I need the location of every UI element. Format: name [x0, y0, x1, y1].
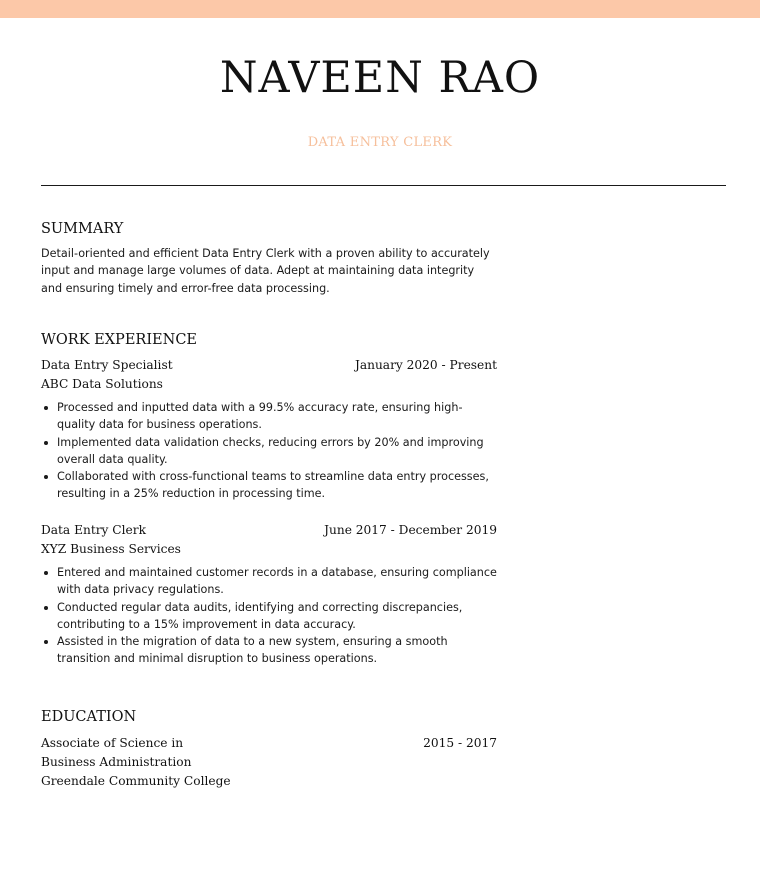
education-entry [41, 734, 497, 791]
bullet-item: Collaborated with cross-functional teams to streamline data entry processes, resulting in a 25% reduction in processing time. [57, 468, 497, 503]
top-accent-bar [0, 0, 760, 18]
job-entry [41, 356, 497, 503]
job-title-text: Data Entry Specialist [41, 358, 173, 372]
summary-heading: SUMMARY [41, 221, 124, 237]
education-years: 2015 - 2017 [423, 736, 497, 750]
job-entry [41, 521, 497, 668]
job-title-text: Data Entry Clerk [41, 523, 146, 537]
education-heading: EDUCATION [41, 709, 137, 725]
work-experience-heading: WORK EXPERIENCE [41, 332, 197, 348]
company-name: XYZ Business Services [41, 542, 181, 556]
degree-name: Associate of Science in Business Administration [41, 736, 192, 769]
bullet-item: Entered and maintained customer records in a database, ensuring compliance with data privacy regulations. [57, 564, 497, 599]
company-name: ABC Data Solutions [41, 377, 163, 391]
job-bullets [41, 399, 497, 503]
bullet-item: Processed and inputted data with a 99.5% accuracy rate, ensuring high-quality data for business operations. [57, 399, 497, 434]
job-dates: June 2017 - December 2019 [324, 523, 497, 537]
bullet-item: Conducted regular data audits, identifying and correcting discrepancies, contributing to a 15% improvement in data accuracy. [57, 599, 497, 634]
job-header [41, 521, 497, 540]
job-bullets [41, 564, 497, 668]
job-header [41, 356, 497, 375]
job-dates: January 2020 - Present [354, 358, 497, 372]
bullet-item: Assisted in the migration of data to a new system, ensuring a smooth transition and minimal disruption to business operations. [57, 633, 497, 668]
job-title: DATA ENTRY CLERK [307, 135, 453, 150]
header-divider [41, 185, 726, 186]
bullet-item: Implemented data validation checks, reducing errors by 20% and improving overall data quality. [57, 434, 497, 469]
candidate-name: NAVEEN RAO [219, 53, 541, 103]
school-name: Greendale Community College [41, 774, 231, 788]
summary-text: Detail-oriented and efficient Data Entry Clerk with a proven ability to accurately input and manage large volumes of data. Adept at maintaining data integrity and ensuring timely and error-free data processing. [41, 247, 490, 295]
